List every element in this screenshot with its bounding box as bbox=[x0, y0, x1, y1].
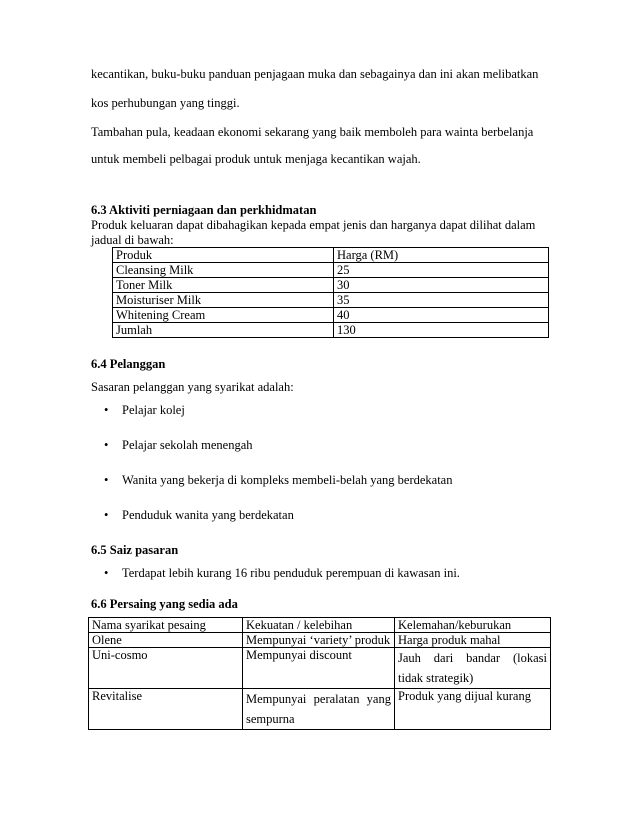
table-cell: Moisturiser Milk bbox=[113, 293, 334, 308]
section-6-4-heading: 6.4 Pelanggan bbox=[91, 357, 166, 371]
table-cell: Olene bbox=[89, 633, 243, 648]
table-header-cell: Harga (RM) bbox=[334, 248, 549, 263]
table-row bbox=[113, 278, 549, 293]
table-cell: 130 bbox=[334, 323, 549, 338]
bullet-icon: • bbox=[104, 473, 109, 487]
table-row bbox=[113, 293, 549, 308]
bullet-icon: • bbox=[104, 508, 109, 522]
intro-line-1: kecantikan, buku-buku panduan penjagaan muka dan sebagainya dan ini akan melibatkan bbox=[91, 67, 539, 81]
strength-line-2: sempurna bbox=[246, 712, 295, 726]
section-6-4-text: Sasaran pelanggan yang syarikat adalah: bbox=[91, 380, 294, 394]
table-cell: Whitening Cream bbox=[113, 308, 334, 323]
table-cell: Cleansing Milk bbox=[113, 263, 334, 278]
intro-line-4: untuk membeli pelbagai produk untuk menjaga kecantikan wajah. bbox=[91, 152, 421, 166]
weakness-line-1: Jauh dari bandar (lokasi bbox=[398, 651, 547, 665]
competitor-table bbox=[88, 617, 551, 730]
intro-line-2: kos perhubungan yang tinggi. bbox=[91, 96, 240, 110]
list-item: • Terdapat lebih kurang 16 ribu penduduk perempuan di kawasan ini. bbox=[104, 566, 460, 580]
table-header-row bbox=[113, 248, 549, 263]
section-6-3-text-1: Produk keluaran dapat dibahagikan kepada empat jenis dan harganya dapat dilihat dalam bbox=[91, 218, 536, 232]
table-row bbox=[113, 308, 549, 323]
bullet-icon: • bbox=[104, 438, 109, 452]
table-header-row bbox=[89, 618, 551, 633]
table-cell: Toner Milk bbox=[113, 278, 334, 293]
table-cell: Produk yang dijual kurang bbox=[395, 689, 551, 730]
section-6-5-heading: 6.5 Saiz pasaran bbox=[91, 543, 179, 557]
table-row bbox=[89, 689, 551, 730]
table-header-cell: Kekuatan / kelebihan bbox=[243, 618, 395, 633]
intro-line-3: Tambahan pula, keadaan ekonomi sekarang yang baik memboleh para wainta berbelanja bbox=[91, 125, 534, 139]
table-row bbox=[113, 263, 549, 278]
table-cell: 30 bbox=[334, 278, 549, 293]
table-header-cell: Kelemahan/keburukan bbox=[395, 618, 551, 633]
table-cell: 35 bbox=[334, 293, 549, 308]
bullet-icon: • bbox=[104, 403, 109, 417]
bullet-icon: • bbox=[104, 566, 109, 580]
table-cell bbox=[395, 648, 551, 689]
section-6-3-heading: 6.3 Aktiviti perniagaan dan perkhidmatan bbox=[91, 203, 317, 217]
list-item: • Wanita yang bekerja di kompleks membeli-belah yang berdekatan bbox=[104, 473, 453, 487]
product-price-table bbox=[112, 247, 549, 338]
table-row bbox=[89, 633, 551, 648]
table-cell bbox=[243, 689, 395, 730]
list-item: • Pelajar sekolah menengah bbox=[104, 438, 253, 452]
section-6-3-text-2: jadual di bawah: bbox=[91, 233, 174, 247]
table-cell: Mempunyai ‘variety’ produk bbox=[243, 633, 395, 648]
table-cell: 40 bbox=[334, 308, 549, 323]
table-row bbox=[89, 648, 551, 689]
table-cell: Mempunyai discount bbox=[243, 648, 395, 689]
list-item: • Pelajar kolej bbox=[104, 403, 185, 417]
table-cell: 25 bbox=[334, 263, 549, 278]
table-cell: Jumlah bbox=[113, 323, 334, 338]
table-header-cell: Nama syarikat pesaing bbox=[89, 618, 243, 633]
table-cell: Uni-cosmo bbox=[89, 648, 243, 689]
table-row bbox=[113, 323, 549, 338]
table-header-cell: Produk bbox=[113, 248, 334, 263]
table-cell: Harga produk mahal bbox=[395, 633, 551, 648]
table-cell: Revitalise bbox=[89, 689, 243, 730]
list-item: • Penduduk wanita yang berdekatan bbox=[104, 508, 294, 522]
section-6-6-heading: 6.6 Persaing yang sedia ada bbox=[91, 597, 238, 611]
weakness-line-2: tidak strategik) bbox=[398, 671, 474, 685]
strength-line-1: Mempunyai peralatan yang bbox=[246, 692, 391, 706]
